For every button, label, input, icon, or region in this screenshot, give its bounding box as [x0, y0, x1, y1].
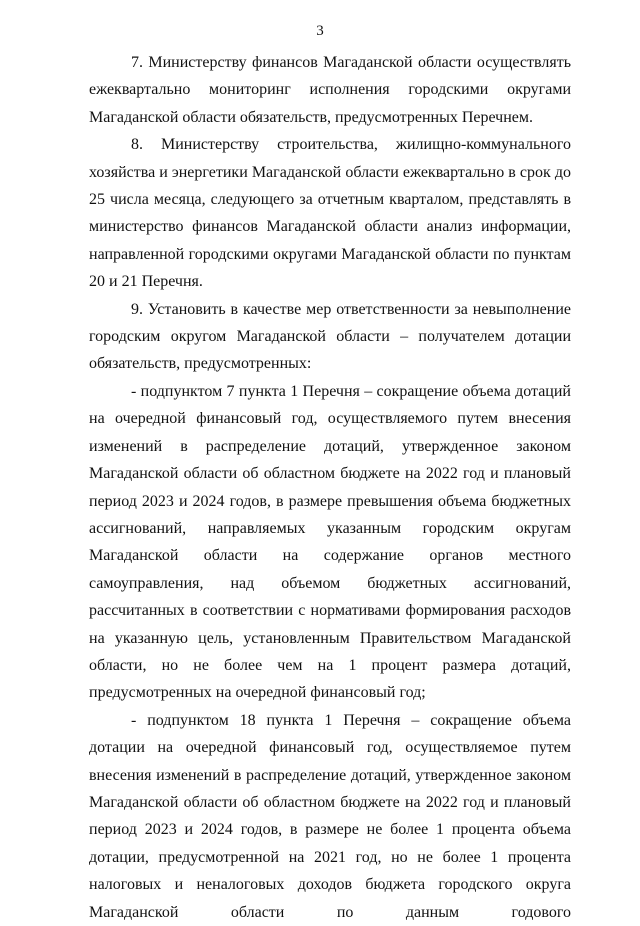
paragraph-subitem-18: - подпунктом 18 пункта 1 Перечня – сокращение объема дотации на очередной финансовый год, осуществляемое путем внесения изменений в распределение дотаций, утвержденное законом Магаданской области об областном бюджете на 2022 год и плановый период 2023 и 2024 годов, в размере не более 1 процента объема дотации, предусмотренной на 2021 год, но не более 1 процента налоговых и неналоговых доходов бюджета городского округа Магаданской области по данным годового: [89, 711, 571, 921]
page-number: 3: [316, 23, 324, 39]
paragraph-item-8: 8. Министерству строительства, жилищно-коммунального хозяйства и энергетики Магаданской области ежеквартально в срок до 25 числа месяца, следующего за отчетным кварталом, представлять в министерство финансов Магаданской области анализ информации, направленной городскими округами Магаданской области по пунктам 20 и 21 Перечня.: [89, 136, 571, 291]
document-body: [89, 49, 571, 926]
paragraph-subitem-7: - подпунктом 7 пункта 1 Перечня – сокращение объема дотаций на очередной финансовый год, осуществляемого путем внесения изменений в распределение дотаций, утвержденное законом Магаданской области об областном бюджете на 2022 год и плановый период 2023 и 2024 годов, в размере превышения объема бюджетных ассигнований, направляемых указанным городским округам Магаданской области на содержание органов местного самоуправления, над объемом бюджетных ассигнований, рассчитанных в соответствии с нормативами формирования расходов на указанную цель, установленным Правительством Магаданской области, но не более чем на 1 процент размера дотаций, предусмотренных на очередной финансовый год;: [89, 382, 571, 702]
paragraph-item-7: 7. Министерству финансов Магаданской области осуществлять ежеквартально мониторинг исполнения городскими округами Магаданской области обязательств, предусмотренных Перечнем.: [89, 54, 571, 126]
paragraph-item-9: 9. Установить в качестве мер ответственности за невыполнение городским округом Магаданской области – получателем дотации обязательств, предусмотренных:: [89, 300, 571, 373]
